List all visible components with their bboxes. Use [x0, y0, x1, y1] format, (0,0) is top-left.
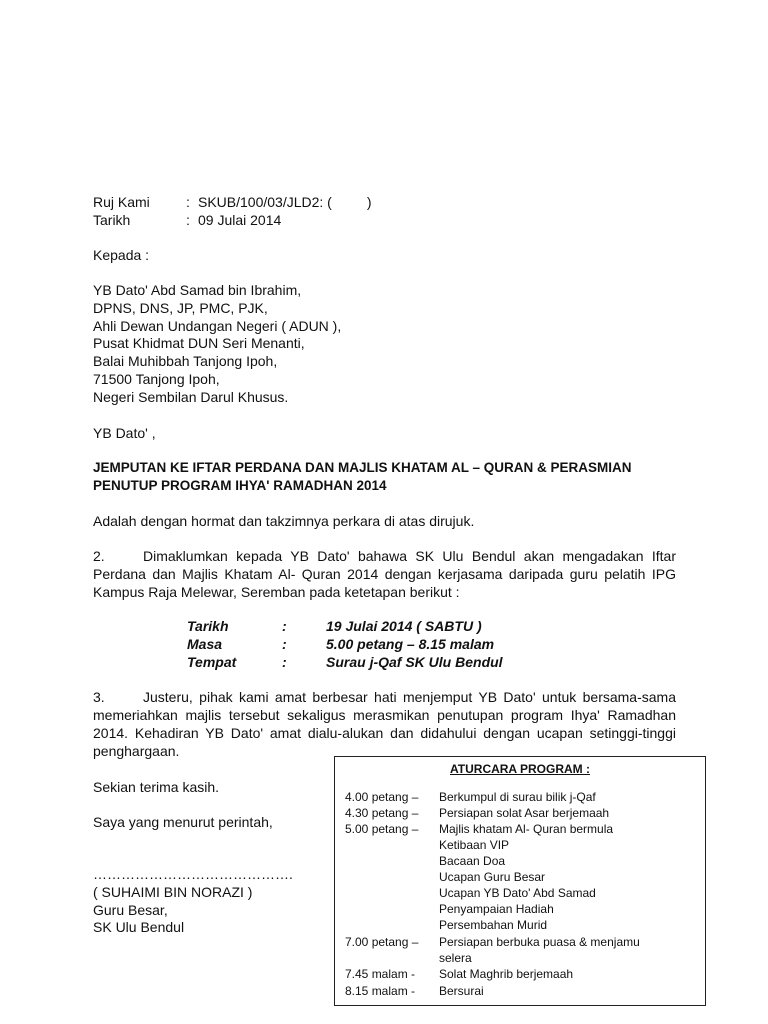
ruj-label: Ruj Kami — [93, 194, 150, 210]
program-activity: Majlis khatam Al- Quran bermula — [439, 822, 614, 836]
program-activity: Penyampaian Hadiah — [439, 902, 554, 916]
closing-obey: Saya yang menurut perintah, — [93, 814, 273, 830]
address-line: DPNS, DNS, JP, PMC, PJK, — [93, 300, 268, 316]
paragraph-3-number: 3. — [93, 689, 105, 705]
detail-label-tempat: Tempat — [187, 654, 237, 670]
program-time: 4.30 petang – — [345, 806, 419, 820]
address-line: Negeri Sembilan Darul Khusus. — [93, 389, 289, 405]
program-time: 5.00 petang – — [345, 822, 419, 836]
tarikh-separator: : — [186, 212, 190, 228]
program-activity: Bacaan Doa — [439, 854, 506, 868]
ruj-value: SKUB/100/03/JLD2: ( ) — [198, 194, 372, 210]
paragraph-1: Adalah dengan hormat dan takzimnya perkara di atas dirujuk. — [93, 513, 475, 529]
detail-separator: : — [282, 618, 287, 634]
paragraph-2-text: Dimaklumkan kepada YB Dato' bahawa SK Ulu Bendul akan mengadakan Iftar Perdana dan Majlis Khatam Al- Quran 2014 dengan kerjasama daripada guru pelatih IPG Kampus Raja Melewar, Seremban pada ketetapan berikut : — [93, 548, 676, 600]
program-activity: Ketibaan VIP — [439, 838, 510, 852]
signature-dots: ……………………………………. — [93, 866, 293, 882]
detail-separator: : — [282, 636, 287, 652]
program-time: 7.00 petang – — [345, 935, 419, 949]
tarikh-value: 09 Julai 2014 — [198, 212, 282, 228]
closing-thanks: Sekian terima kasih. — [93, 779, 220, 795]
paragraph-3 — [93, 688, 676, 760]
program-activity: Ucapan Guru Besar — [439, 870, 546, 884]
detail-separator: : — [282, 654, 287, 670]
tarikh-label: Tarikh — [93, 212, 131, 228]
program-title: ATURCARA PROGRAM : — [450, 762, 590, 776]
program-activity: Bersurai — [439, 984, 484, 998]
program-time: 4.00 petang – — [345, 790, 419, 804]
detail-value-tarikh: 19 Julai 2014 ( SABTU ) — [326, 618, 482, 634]
paragraph-2 — [93, 547, 676, 601]
ruj-separator: : — [186, 194, 190, 210]
program-activity: Persiapan solat Asar berjemaah — [439, 806, 610, 820]
program-activity: Solat Maghrib berjemaah — [439, 967, 574, 981]
program-activity: selera — [439, 951, 472, 965]
address-line: Pusat Khidmat DUN Seri Menanti, — [93, 335, 305, 351]
kepada-label: Kepada : — [93, 247, 150, 263]
paragraph-3-text: Justeru, pihak kami amat berbesar hati menjemput YB Dato' untuk bersama-sama memeriahkan majlis tersebut sekaligus merasmikan penutupan program Ihya' Ramadhan 2014. Kehadiran YB Dato' amat dialu-alukan dan didahului dengan ucapan setinggi-tinggi penghargaan. — [93, 689, 676, 759]
detail-value-tempat: Surau j-Qaf SK Ulu Bendul — [326, 654, 503, 670]
signatory-school: SK Ulu Bendul — [93, 919, 185, 935]
program-activity: Ucapan YB Dato' Abd Samad — [439, 886, 596, 900]
address-line: Ahli Dewan Undangan Negeri ( ADUN ), — [93, 318, 342, 334]
address-line: Balai Muhibbah Tanjong Ipoh, — [93, 353, 278, 369]
detail-value-masa: 5.00 petang – 8.15 malam — [326, 636, 495, 652]
detail-label-masa: Masa — [187, 636, 223, 652]
program-time: 7.45 malam - — [345, 967, 416, 981]
address-line: 71500 Tanjong Ipoh, — [93, 371, 220, 387]
program-activity: Persiapan berbuka puasa & menjamu — [439, 935, 640, 949]
title-line-1: JEMPUTAN KE IFTAR PERDANA DAN MAJLIS KHATAM AL – QURAN & PERASMIAN — [93, 460, 632, 475]
program-activity: Berkumpul di surau bilik j-Qaf — [439, 790, 596, 804]
program-activity: Persembahan Murid — [439, 918, 548, 932]
program-schedule-box — [334, 756, 706, 1006]
signatory-name: ( SUHAIMI BIN NORAZI ) — [93, 884, 253, 900]
paragraph-2-number: 2. — [93, 548, 105, 564]
address-line: YB Dato' Abd Samad bin Ibrahim, — [93, 282, 302, 298]
title-line-2: PENUTUP PROGRAM IHYA' RAMADHAN 2014 — [93, 478, 387, 493]
detail-label-tarikh: Tarikh — [187, 618, 229, 634]
signatory-position: Guru Besar, — [93, 902, 168, 918]
letter-title — [93, 459, 683, 495]
program-time: 8.15 malam - — [345, 984, 416, 998]
salutation: YB Dato' , — [93, 425, 156, 441]
